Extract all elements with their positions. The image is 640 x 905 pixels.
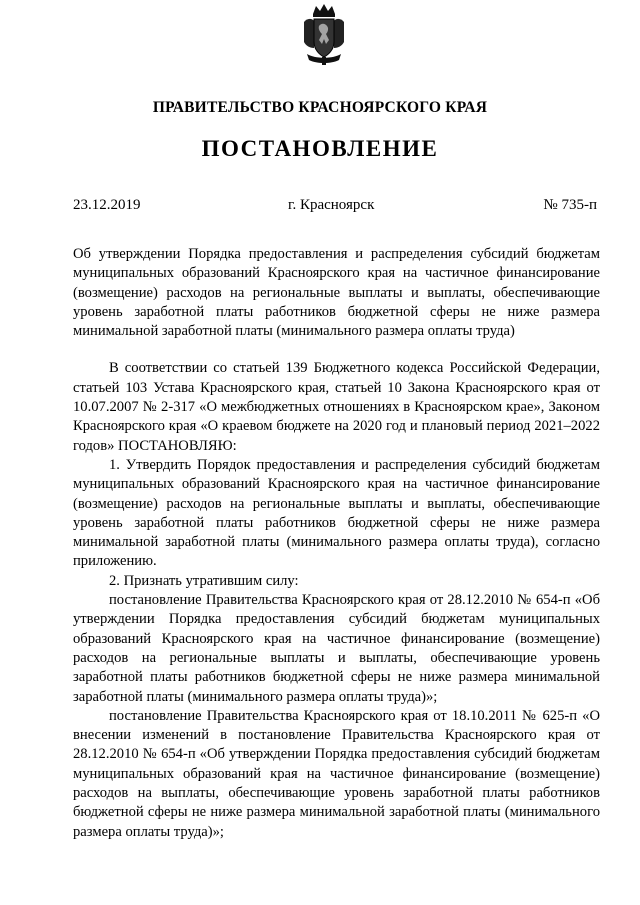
organization-name: ПРАВИТЕЛЬСТВО КРАСНОЯРСКОГО КРАЯ xyxy=(152,99,488,116)
preamble-paragraph: В соответствии со статьей 139 Бюджетного кодекса Российской Федерации, статьей 103 Устава Красноярского края, статьей 10 Закона Красноярского края от 10.07.2007 № 2-317 «О межбюджетных отношениях в Красноярском крае», Законом Красноярского края «О краевом бюджете на 2020 год и плановый период 2021–2022 годов» ПОСТАНОВЛЯЮ: xyxy=(73,360,600,454)
repealed-act-item: постановление Правительства Красноярского края от 28.12.2010 № 654-п «Об утверждении Порядка предоставления субсидий бюджетам муниципальных образований Красноярского края на частичное финансирование (возмещение) расходов на региональные выплаты и выплаты, обеспечивающие уровень заработной платы работников бюджетной сферы не ниже размера минимальной заработной платы (минимального размера оплаты труда)»; xyxy=(73,592,600,705)
document-meta xyxy=(73,197,597,217)
clause-2-paragraph: 2. Признать утратившим силу: xyxy=(109,572,299,589)
repealed-act-item: постановление Правительства Красноярского края от 18.10.2011 № 625-п «О внесении изменений в постановление Правительства Красноярского края от 28.12.2010 № 654-п «Об утверждении Порядка предоставления субсидий бюджетам муниципальных образований края на частичное финансирование (возмещение) расходов на выплаты, обеспечивающие уровень заработной платы работников бюджетной сферы не ниже размера минимальной заработной платы (минимального размера оплаты труда)»; xyxy=(73,707,600,840)
document-body xyxy=(73,245,600,842)
document-type: ПОСТАНОВЛЕНИЕ xyxy=(201,136,439,161)
document-title: Об утверждении Порядка предоставления и распределения субсидий бюджетам муниципальных образований Красноярского края на частичное финансирование (возмещение) расходов на региональные выплаты и выплаты, обеспечивающие уровень заработной платы работников бюджетной сферы не ниже размера минимальной заработной платы (минимального размера оплаты труда) xyxy=(73,246,600,340)
clause-1-paragraph: 1. Утвердить Порядок предоставления и распределения субсидий бюджетам муниципальных образований Красноярского края на частичное финансирование (возмещение) расходов на региональные выплаты и выплаты, обеспечивающие уровень заработной платы работников бюджетной сферы не ниже размера минимальной заработной платы (минимального размера оплаты труда), согласно приложению. xyxy=(73,456,600,570)
document-number: № 735-п xyxy=(543,197,597,213)
document-city: г. Красноярск xyxy=(288,197,375,213)
document-date: 23.12.2019 xyxy=(73,197,141,213)
coat-of-arms-icon xyxy=(301,4,347,66)
